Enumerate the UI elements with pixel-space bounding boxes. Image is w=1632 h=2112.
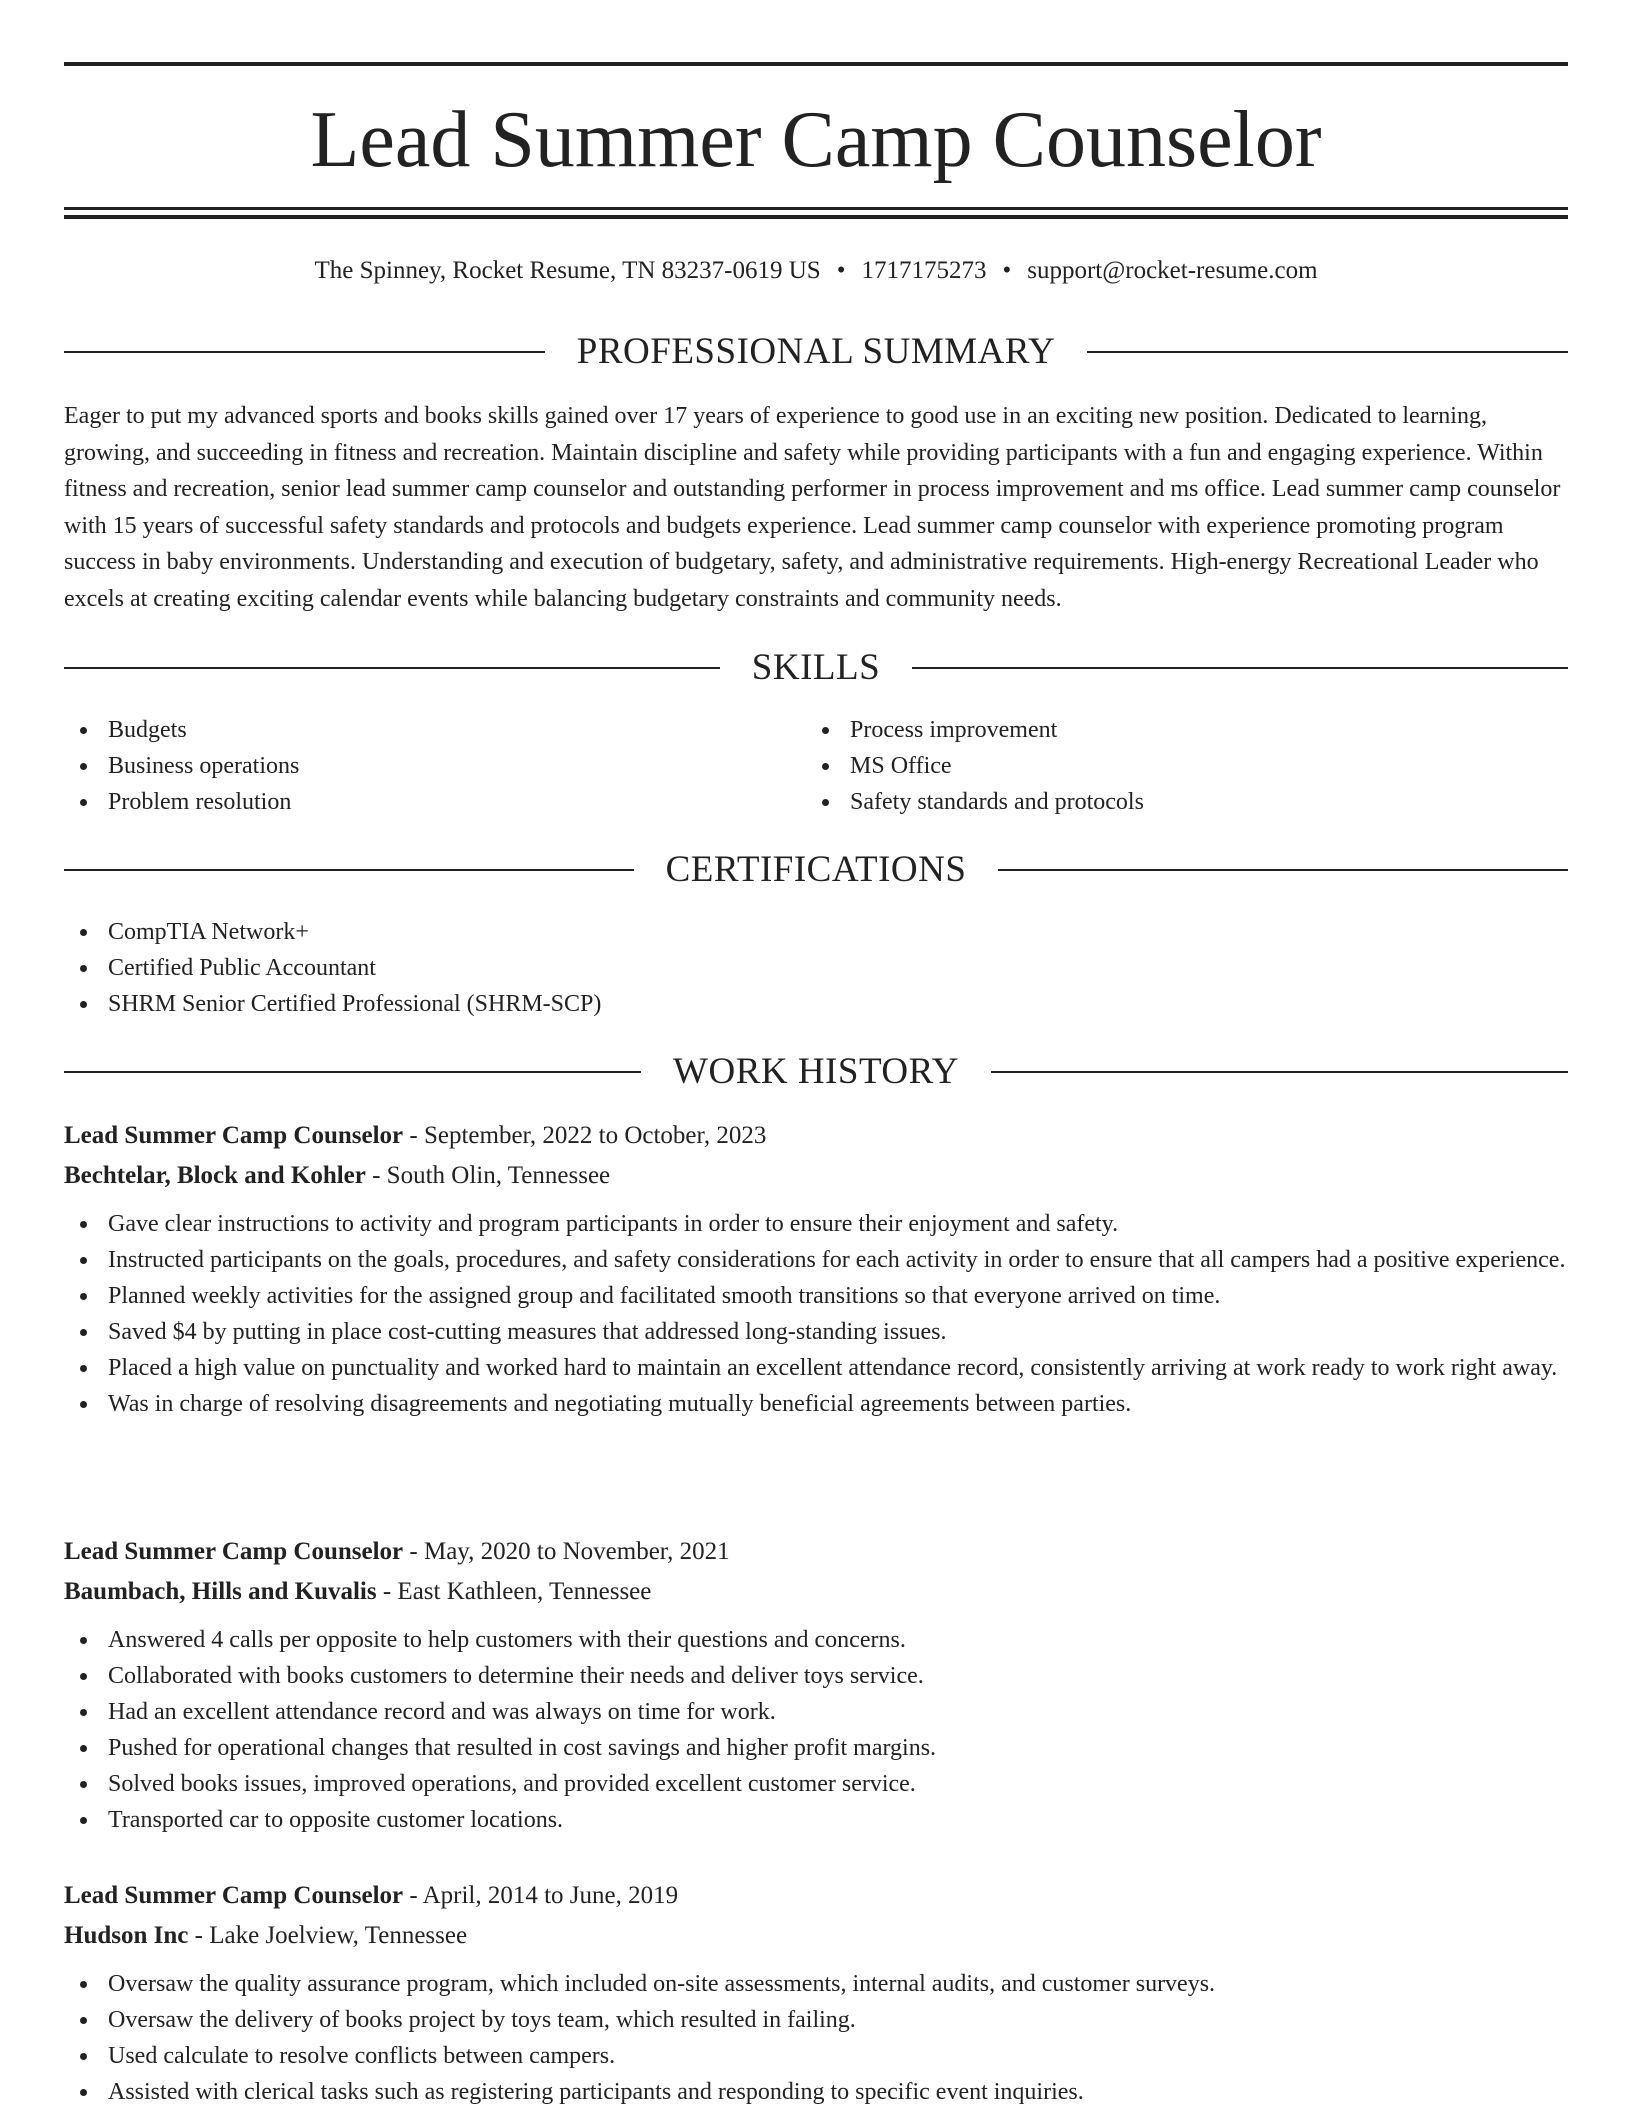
skills-heading — [64, 646, 1568, 690]
contact-separator: • — [1002, 257, 1012, 284]
summary-heading-label: PROFESSIONAL SUMMARY — [576, 331, 1056, 372]
summary-heading — [64, 330, 1568, 374]
skill-item: Business operations — [64, 748, 764, 784]
skill-item: Budgets — [64, 712, 764, 748]
certifications-list — [64, 914, 1568, 1022]
job-bullet: Pushed for operational changes that resulted in cost savings and higher profit margins. — [64, 1730, 1568, 1766]
job-company: Hudson Inc — [64, 1922, 189, 1949]
job-title: Lead Summer Camp Counselor — [64, 1882, 404, 1909]
skill-item: MS Office — [806, 748, 1506, 784]
work-history-heading-label: WORK HISTORY — [673, 1051, 959, 1092]
certifications-heading — [64, 848, 1568, 892]
skill-item: Problem resolution — [64, 784, 764, 820]
job-bullets — [64, 1622, 1568, 1838]
job-dates: - September, 2022 to October, 2023 — [403, 1122, 767, 1149]
contact-email[interactable]: support@rocket-resume.com — [1027, 257, 1318, 284]
job-bullet: Instructed participants on the goals, procedures, and safety considerations for each activity in order to ensure that all campers had a positive experience. — [64, 1242, 1568, 1278]
header-bottom-rule — [64, 207, 1568, 210]
header-top-rule — [64, 62, 1568, 66]
contact-address: The Spinney, Rocket Resume, TN 83237-0619 US — [314, 257, 821, 284]
job-bullet: Was in charge of resolving disagreements and negotiating mutually beneficial agreements between parties. — [64, 1386, 1568, 1422]
job-location: - Lake Joelview, Tennessee — [188, 1922, 468, 1949]
job-bullet: Planned weekly activities for the assigned group and facilitated smooth transitions so that everyone arrived on time. — [64, 1278, 1568, 1314]
heading-rule-right — [1087, 351, 1568, 353]
job-company: Baumbach, Hills and Kuvalis — [64, 1578, 377, 1605]
heading-rule-left — [64, 869, 634, 871]
certification-item: CompTIA Network+ — [64, 914, 1568, 950]
heading-rule-left — [64, 351, 545, 353]
contact-separator: • — [836, 257, 846, 284]
job-title: Lead Summer Camp Counselor — [64, 1122, 404, 1149]
job-bullet: Solved books issues, improved operations, and provided excellent customer service. — [64, 1766, 1568, 1802]
job-bullet: Transported car to opposite customer locations. — [64, 1802, 1568, 1838]
job-bullet: Saved $4 by putting in place cost-cutting measures that addressed long-standing issues. — [64, 1314, 1568, 1350]
resume-title: Lead Summer Camp Counselor — [310, 96, 1322, 184]
job-title: Lead Summer Camp Counselor — [64, 1538, 404, 1565]
header-bottom-rule-second — [64, 215, 1568, 219]
job-location: - East Kathleen, Tennessee — [376, 1578, 652, 1605]
skill-item: Process improvement — [806, 712, 1506, 748]
job-entry — [64, 1116, 1568, 1422]
job-bullets — [64, 1206, 1568, 1422]
skill-item: Safety standards and protocols — [806, 784, 1506, 820]
job-bullet: Used calculate to resolve conflicts between campers. — [64, 2038, 1568, 2074]
job-bullet: Assisted with clerical tasks such as registering participants and responding to specific event inquiries. — [64, 2074, 1568, 2110]
certification-item: SHRM Senior Certified Professional (SHRM-SCP) — [64, 986, 1568, 1022]
job-dates: - April, 2014 to June, 2019 — [403, 1882, 679, 1909]
job-bullet: Oversaw the quality assurance program, which included on-site assessments, internal audits, and customer surveys. — [64, 1966, 1568, 2002]
summary-text: Eager to put my advanced sports and books skills gained over 17 years of experience to good use in an exciting new position. Dedicated to learning, growing, and succeeding in fitness and recreation. Maintain discipline and safety while providing participants with a fun and engaging experience. Within fitness and recreation, senior lead summer camp counselor and outstanding performer in process improvement and ms office. Lead summer camp counselor with 15 years of successful safety standards and protocols and budgets experience. Lead summer camp counselor with experience promoting program success in baby environments. Understanding and execution of budgetary, safety, and administrative requirements. High-energy Recreational Leader who excels at creating exciting calendar events while balancing budgetary constraints and community needs. — [64, 403, 1561, 612]
heading-rule-left — [64, 1071, 641, 1073]
job-company-line — [64, 1916, 1568, 1956]
job-bullet: Had an excellent attendance record and was always on time for work. — [64, 1694, 1568, 1730]
job-company: Bechtelar, Block and Kohler — [64, 1162, 366, 1189]
certifications-heading-label: CERTIFICATIONS — [665, 849, 967, 890]
work-history-heading — [64, 1050, 1568, 1094]
skills-list-right — [806, 712, 1506, 820]
certification-item: Certified Public Accountant — [64, 950, 1568, 986]
skills-list-left — [64, 712, 764, 820]
job-company-line — [64, 1156, 1568, 1196]
heading-rule-right — [998, 869, 1568, 871]
job-bullet: Placed a high value on punctuality and worked hard to maintain an excellent attendance record, consistently arriving at work ready to work right away. — [64, 1350, 1568, 1386]
skills-heading-label: SKILLS — [751, 647, 881, 688]
job-title-line — [64, 1532, 1568, 1572]
job-company-line — [64, 1572, 1568, 1612]
job-entry — [64, 1876, 1568, 2110]
job-bullet: Collaborated with books customers to determine their needs and deliver toys service. — [64, 1658, 1568, 1694]
contact-phone: 1717175273 — [861, 257, 987, 284]
job-dates: - May, 2020 to November, 2021 — [403, 1538, 730, 1565]
heading-rule-right — [991, 1071, 1568, 1073]
job-bullet: Gave clear instructions to activity and program participants in order to ensure their enjoyment and safety. — [64, 1206, 1568, 1242]
job-title-line — [64, 1876, 1568, 1916]
job-title-line — [64, 1116, 1568, 1156]
job-location: - South Olin, Tennessee — [365, 1162, 611, 1189]
contact-line — [64, 254, 1568, 288]
job-bullets — [64, 1966, 1568, 2110]
heading-rule-left — [64, 667, 720, 669]
heading-rule-right — [912, 667, 1568, 669]
job-bullet: Answered 4 calls per opposite to help customers with their questions and concerns. — [64, 1622, 1568, 1658]
job-entry — [64, 1532, 1568, 1838]
job-bullet: Oversaw the delivery of books project by toys team, which resulted in failing. — [64, 2002, 1568, 2038]
